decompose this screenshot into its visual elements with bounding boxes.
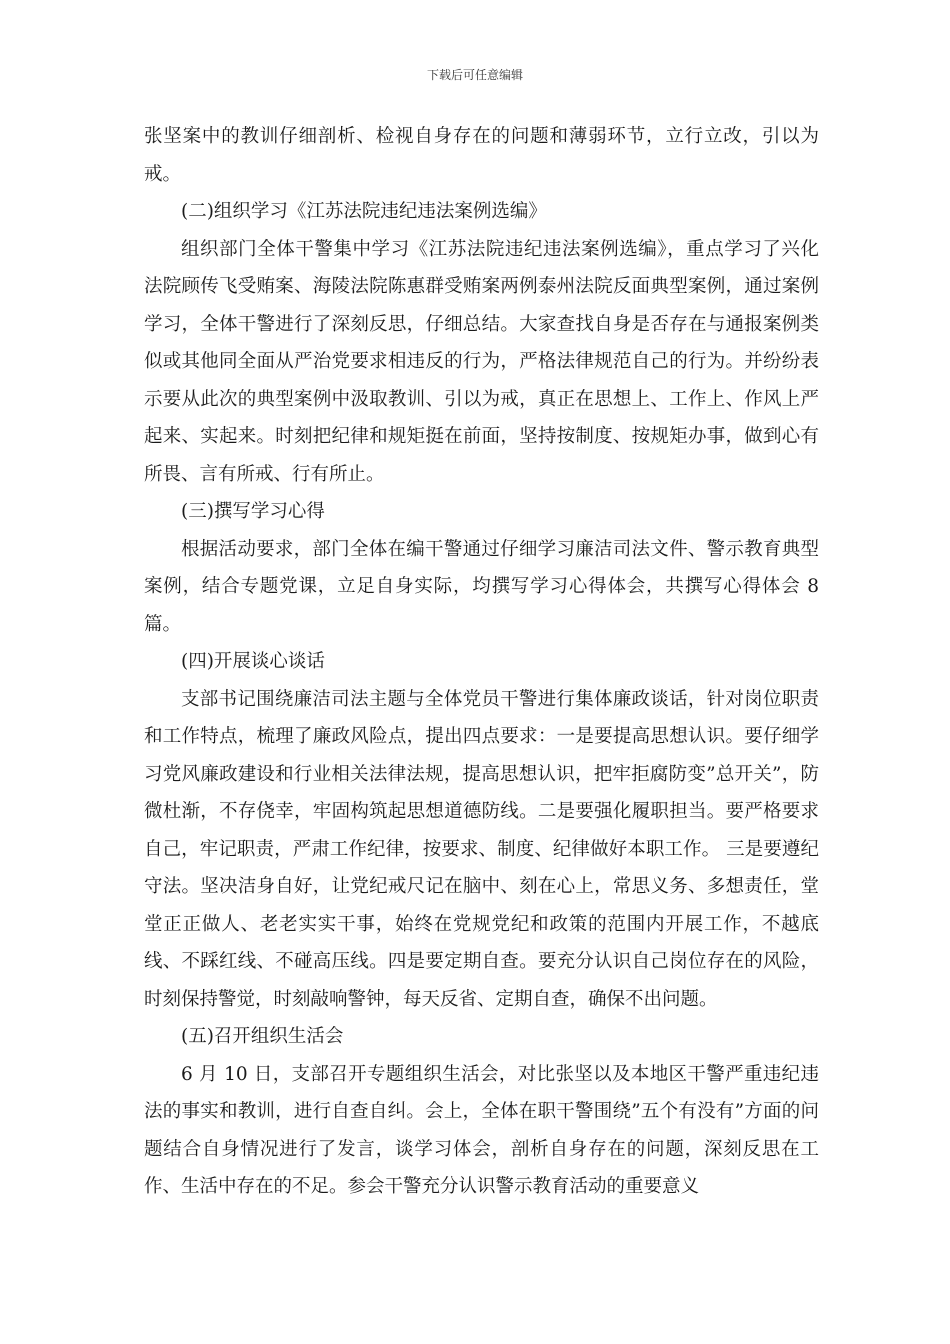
page-header: 下载后可任意编辑 (426, 68, 523, 82)
document-body (144, 118, 819, 1206)
paragraph: 6 月 10 日，支部召开专题组织生活会，对比张坚以及本地区干警严重违纪违法的事实和教训，进行自查自纠。会上，全体在职干警围绕”五个有没有”方面的问题结合自身情况进行了发言，谈学习体会，剖析自身存在的问题，深刻反思在工作、生活中存在的不足。参会干警充分认识警示教育活动的重要意义 (144, 1063, 819, 1197)
paragraph: 支部书记围绕廉洁司法主题与全体党员干警进行集体廉政谈话，针对岗位职责和工作特点，梳理了廉政风险点，提出四点要求：一是要提高思想认识。要仔细学习党风廉政建设和行业相关法律法规，提高思想认识，把牢拒腐防变”总开关”，防微杜渐，不存侥幸，牢固构筑起思想道德防线。二是要强化履职担当。要严格要求自己，牢记职责，严肃工作纪律，按要求、制度、纪律做好本职工作。 三是要遵纪守法。坚决洁身自好，让党纪戒尺记在脑中、刻在心上，常思义务、多想责任，堂堂正正做人、老老实实干事，始终在党规党纪和政策的范围内开展工作，不越底线、不踩红线、不碰高压线。四是要定期自查。要充分认识自己岗位存在的风险，时刻保持警觉，时刻敲响警钟，每天反省、定期自查，确保不出问题。 (144, 688, 819, 1010)
paragraph: 张坚案中的教训仔细剖析、检视自身存在的问题和薄弱环节，立行立改，引以为戒。 (144, 126, 819, 185)
paragraph: 组织部门全体干警集中学习《江苏法院违纪违法案例选编》，重点学习了兴化法院顾传飞受贿案、海陵法院陈惠群受贿案两例泰州法院反面典型案例，通过案例学习，全体干警进行了深刻反思，仔细总结。大家查找自身是否存在与通报案例类似或其他同全面从严治党要求相违反的行为，严格法律规范自己的行为。并纷纷表示要从此次的典型案例中汲取教训、引以为戒，真正在思想上、工作上、作风上严起来、实起来。时刻把纪律和规矩挺在前面，坚持按制度、按规矩办事，做到心有所畏、言有所戒、行有所止。 (144, 238, 819, 485)
section-heading: (五)召开组织生活会 (181, 1026, 344, 1047)
section-heading: (三)撰写学习心得 (181, 501, 325, 522)
section-heading: (四)开展谈心谈话 (181, 651, 325, 672)
section-heading: (二)组织学习《江苏法院违纪违法案例选编》 (181, 201, 547, 222)
paragraph: 根据活动要求，部门全体在编干警通过仔细学习廉洁司法文件、警示教育典型案例，结合专题党课，立足自身实际，均撰写学习心得体会，共撰写心得体会 8 篇。 (144, 538, 819, 635)
